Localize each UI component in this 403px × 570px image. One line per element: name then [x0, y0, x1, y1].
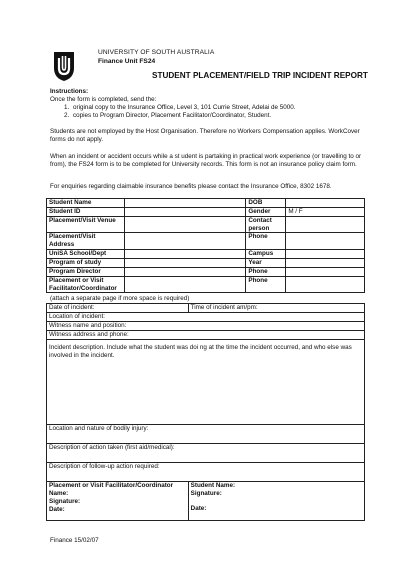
- followup-action-field[interactable]: [47, 463, 365, 482]
- date-of-incident-label: Date of incident:: [49, 304, 95, 311]
- venue-label: Placement/Visit Venue: [47, 216, 125, 233]
- school-dept-field[interactable]: [124, 250, 245, 259]
- student-name-field[interactable]: [124, 199, 245, 208]
- form-unit: Finance Unit FS24: [98, 58, 156, 65]
- student-name-label: Student Name: [47, 199, 125, 208]
- incident-description-label: Incident description. Include what the student was doi ng at the time the incident occurred, and who else was involved in the incident.: [49, 344, 352, 359]
- table-row: [47, 444, 365, 463]
- gender-field[interactable]: M / F: [286, 207, 365, 216]
- facilitator-phone-label: Phone: [246, 276, 286, 293]
- table-row: [47, 267, 365, 276]
- witness-address-label: Witness address and phone:: [49, 331, 129, 338]
- location-of-incident-label: Location of incident:: [49, 313, 106, 320]
- instructions-intro: Once the form is completed, send the:: [50, 95, 157, 103]
- witness-address-field[interactable]: [47, 331, 365, 340]
- footer-version: Finance 15/02/07: [50, 537, 99, 544]
- student-date-label: Date:: [190, 504, 207, 512]
- table-row: [47, 313, 365, 322]
- program-of-study-field[interactable]: [124, 259, 245, 268]
- program-director-field[interactable]: [124, 267, 245, 276]
- table-row: [47, 207, 365, 216]
- student-id-label: Student ID: [47, 207, 125, 216]
- student-signature-block[interactable]: [188, 482, 364, 521]
- time-of-incident-field[interactable]: [188, 304, 364, 313]
- program-director-label: Program Director: [47, 267, 125, 276]
- table-row: [47, 276, 365, 293]
- witness-name-label: Witness name and position:: [49, 322, 127, 329]
- year-label: Year: [246, 259, 286, 268]
- instructions-section: [50, 88, 365, 119]
- table-row: [47, 463, 365, 482]
- enquiries-note: For enquiries regarding claimable insurance benefits please contact the Insurance Office, 8302 1678.: [50, 183, 332, 190]
- facilitator-phone-field[interactable]: [286, 276, 365, 293]
- student-name-signature-label: Student Name:: [190, 482, 236, 489]
- student-details-table: [46, 198, 365, 293]
- date-of-incident-field[interactable]: [47, 304, 189, 313]
- contact-person-field[interactable]: [286, 216, 365, 233]
- table-row: [47, 199, 365, 208]
- table-row: [47, 216, 365, 233]
- table-row: [47, 340, 365, 425]
- gender-label: Gender: [246, 207, 286, 216]
- instruction-number: 2.: [64, 111, 70, 119]
- attach-note: (attach a separate page if more space is required): [50, 295, 190, 302]
- bodily-injury-label: Location and nature of bodily injury:: [49, 425, 149, 432]
- campus-field[interactable]: [286, 250, 365, 259]
- table-row: [47, 482, 365, 521]
- address-label: Placement/Visit Address: [47, 233, 125, 250]
- instructions-heading: Instructions:: [50, 88, 89, 95]
- action-taken-field[interactable]: [47, 444, 365, 463]
- location-of-incident-field[interactable]: [47, 313, 365, 322]
- campus-label: Campus: [246, 250, 286, 259]
- instruction-number: 1.: [64, 103, 70, 111]
- time-of-incident-label: Time of incident am/pm:: [190, 304, 258, 311]
- table-row: [47, 331, 365, 340]
- university-name: UNIVERSITY OF SOUTH AUSTRALIA: [98, 49, 215, 56]
- facilitator-field[interactable]: [124, 276, 245, 293]
- bodily-injury-field[interactable]: [47, 425, 365, 444]
- incident-description-field[interactable]: [47, 340, 365, 425]
- facilitator-label: Placement or Visit Facilitator/Coordinator: [47, 276, 125, 293]
- action-taken-label: Description of action taken (first aid/medical):: [49, 444, 175, 451]
- unisa-logo-icon: [52, 50, 76, 82]
- dob-label: DOB: [246, 199, 286, 208]
- contact-person-label: Contact person: [246, 216, 286, 233]
- employment-note: Students are not employed by the Host Organisation. Therefore no Workers Compensation applies. WorkCover forms do not apply.: [50, 128, 360, 143]
- venue-field[interactable]: [124, 216, 245, 233]
- facilitator-date-label: Date:: [49, 505, 65, 513]
- school-dept-label: UniSA School/Dept: [47, 250, 125, 259]
- facilitator-signature-block[interactable]: [47, 482, 189, 521]
- instruction-item: [50, 104, 365, 112]
- witness-name-field[interactable]: [47, 322, 365, 331]
- table-row: [47, 304, 365, 313]
- address-field[interactable]: [124, 233, 245, 250]
- instruction-text: copies to Program Director, Placement Facilitator/Coordinator, Student.: [73, 111, 272, 119]
- table-row: [47, 259, 365, 268]
- incident-note: When an incident or accident occurs while a st udent is partaking in practical work experience (or travelling to or from), the FS24 form is to be completed for University records. This form is not an insurance policy claim form.: [50, 153, 362, 168]
- facilitator-signature-label: Signature:: [49, 497, 81, 505]
- venue-phone-label: Phone: [246, 233, 286, 250]
- table-row: [47, 250, 365, 259]
- dob-field[interactable]: [286, 199, 365, 208]
- followup-action-label: Description of follow-up action required:: [49, 463, 160, 470]
- instruction-item: [50, 112, 365, 120]
- director-phone-field[interactable]: [286, 267, 365, 276]
- program-of-study-label: Program of study: [47, 259, 125, 268]
- table-row: [47, 233, 365, 250]
- venue-phone-field[interactable]: [286, 233, 365, 250]
- page-title: STUDENT PLACEMENT/FIELD TRIP INCIDENT REPORT: [152, 71, 368, 80]
- facilitator-name-label: Name:: [49, 489, 69, 497]
- year-field[interactable]: [286, 259, 365, 268]
- student-id-field[interactable]: [124, 207, 245, 216]
- facilitator-signature-title: Placement or Visit Facilitator/Coordinator: [49, 482, 174, 489]
- director-phone-label: Phone: [246, 267, 286, 276]
- incident-details-table: [46, 303, 365, 521]
- student-signature-label: Signature:: [190, 489, 222, 497]
- instruction-text: original copy to the Insurance Office, Level 3, 101 Currie Street, Adelai de 5000.: [73, 103, 296, 111]
- table-row: [47, 322, 365, 331]
- table-row: [47, 425, 365, 444]
